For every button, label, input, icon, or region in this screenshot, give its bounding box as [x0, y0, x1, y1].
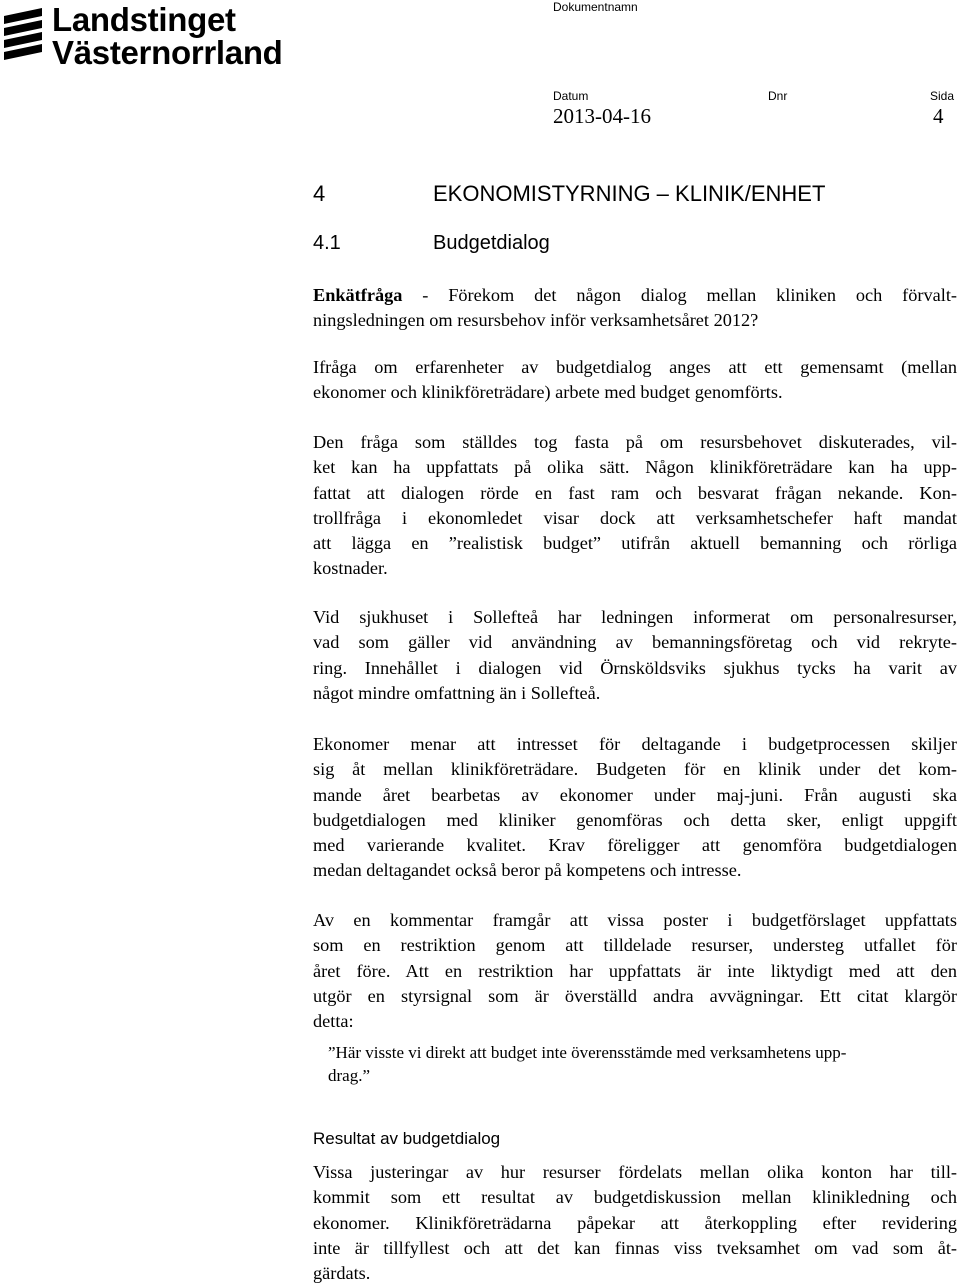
- text-line: mande året bearbetas av ekonomer under maj-juni. Från augusti ska: [313, 784, 957, 805]
- text-line: Ekonomer menar att intresset för deltagande i budgetprocessen skiljer: [313, 734, 957, 754]
- text-line: trollfråga i ekonomledet visar dock att verksamhetschefer haft mandat: [313, 507, 957, 528]
- text-line: medan deltagandet också beror på kompetens och intresse.: [313, 860, 742, 881]
- paragraph-1: [313, 355, 957, 406]
- text-line: inte är tillfyllest och att det kan finnas viss tveksamhet om vad som åt-: [313, 1237, 957, 1258]
- text-line: utgör en styrsignal som är överställd andra avvägningar. Ett citat klargör: [313, 985, 957, 1006]
- text-line: fattat att dialogen rörde en fast ram och besvarat frågan nekande. Kon-: [313, 482, 957, 503]
- section-title: EKONOMISTYRNING – KLINIK/ENHET: [433, 181, 826, 206]
- quote-line: drag.”: [328, 1066, 371, 1085]
- text-line: kostnader.: [313, 558, 388, 579]
- question-line: [313, 283, 957, 308]
- date-label: Datum: [553, 89, 589, 103]
- text-line: som en restriktion genom att tilldelade resurser, understeg utfallet för: [313, 935, 957, 956]
- page-number: 4: [933, 104, 944, 128]
- survey-question: [313, 283, 957, 334]
- text-line: vad som gäller vid användning av bemanningsföretag och vid rekryte-: [313, 632, 957, 653]
- paragraph-4: [313, 732, 957, 884]
- organization-logo: [0, 0, 300, 72]
- text-line: gärdats.: [313, 1263, 371, 1284]
- text-line: Ifråga om erfarenheter av budgetdialog anges att ett gemensamt (mellan: [313, 357, 957, 377]
- document-name-label: Dokumentnamn: [553, 0, 638, 14]
- result-heading: Resultat av budgetdialog: [313, 1129, 501, 1148]
- section-heading: [313, 181, 953, 207]
- text-line: ket kan ha uppfattats på olika sätt. Någon klinikföreträdare kan ha upp-: [313, 457, 957, 478]
- date-value: 2013-04-16: [553, 104, 651, 128]
- text-line: detta:: [313, 1011, 354, 1032]
- text-line: ekonomer. Klinikföreträdarna påpekar att återkoppling efter revidering: [313, 1212, 957, 1233]
- question-line: ningsledningen om resursbehov inför verksamhetsåret 2012?: [313, 310, 759, 331]
- text-line: att lägga en ”realistisk budget” utifrån aktuell bemanning och rörliga: [313, 533, 957, 554]
- quote-line: ”Här visste vi direkt att budget inte överensstämde med verksamhetens upp-: [328, 1043, 847, 1062]
- text-line: ring. Innehållet i dialogen vid Örnsköldsviks sjukhus tycks ha varit av: [313, 657, 957, 678]
- subsection-heading: [313, 231, 953, 255]
- text-line: kommit som ett resultat av budgetdiskussion mellan klinikledning och: [313, 1187, 957, 1208]
- text-line: Vissa justeringar av hur resurser fördelats mellan olika konton har till-: [313, 1162, 957, 1182]
- text-line: Den fråga som ställdes tog fasta på om resursbehovet diskuterades, vil-: [313, 432, 957, 452]
- text-line: budgetdialogen med kliniker genomföras och detta sker, enligt uppgift: [313, 809, 957, 830]
- logo-stripes-icon: [2, 6, 44, 64]
- subsection-title: Budgetdialog: [433, 232, 550, 254]
- page-label: Sida: [930, 89, 955, 103]
- text-line: Vid sjukhuset i Sollefteå har ledningen informerat om personalresurser,: [313, 607, 957, 627]
- paragraph-2: [313, 430, 957, 582]
- text-line: sig åt mellan klinikföreträdare. Budgeten för en klinik under det kom-: [313, 759, 957, 780]
- dnr-label: Dnr: [768, 89, 788, 103]
- logo-line-2: Västernorrland: [52, 34, 283, 71]
- quotation: [328, 1041, 953, 1087]
- text-line: ekonomer och klinikföreträdare) arbete med budget genomförts.: [313, 382, 783, 403]
- logo-text: [52, 3, 283, 69]
- logo-line-1: Landstinget: [52, 1, 236, 38]
- subsection-number: 4.1: [313, 232, 341, 254]
- text-line: Av en kommentar framgår att vissa poster i budgetförslaget uppfattats: [313, 910, 957, 930]
- paragraph-3: [313, 605, 957, 706]
- text-line: året före. Att en restriktion har uppfattats är inte liktydigt med att den: [313, 960, 957, 981]
- text-line: med varierande kvalitet. Krav föreligger att genomföra budgetdialogen: [313, 835, 957, 856]
- section-number: 4: [313, 181, 326, 206]
- paragraph-5: [313, 908, 957, 1034]
- text-line: något mindre omfattning än i Sollefteå.: [313, 682, 601, 703]
- question-label: Enkätfråga: [313, 285, 403, 305]
- question-text: - Förekom det någon dialog mellan kliniken och förvalt-: [402, 285, 957, 305]
- paragraph-6: [313, 1160, 957, 1286]
